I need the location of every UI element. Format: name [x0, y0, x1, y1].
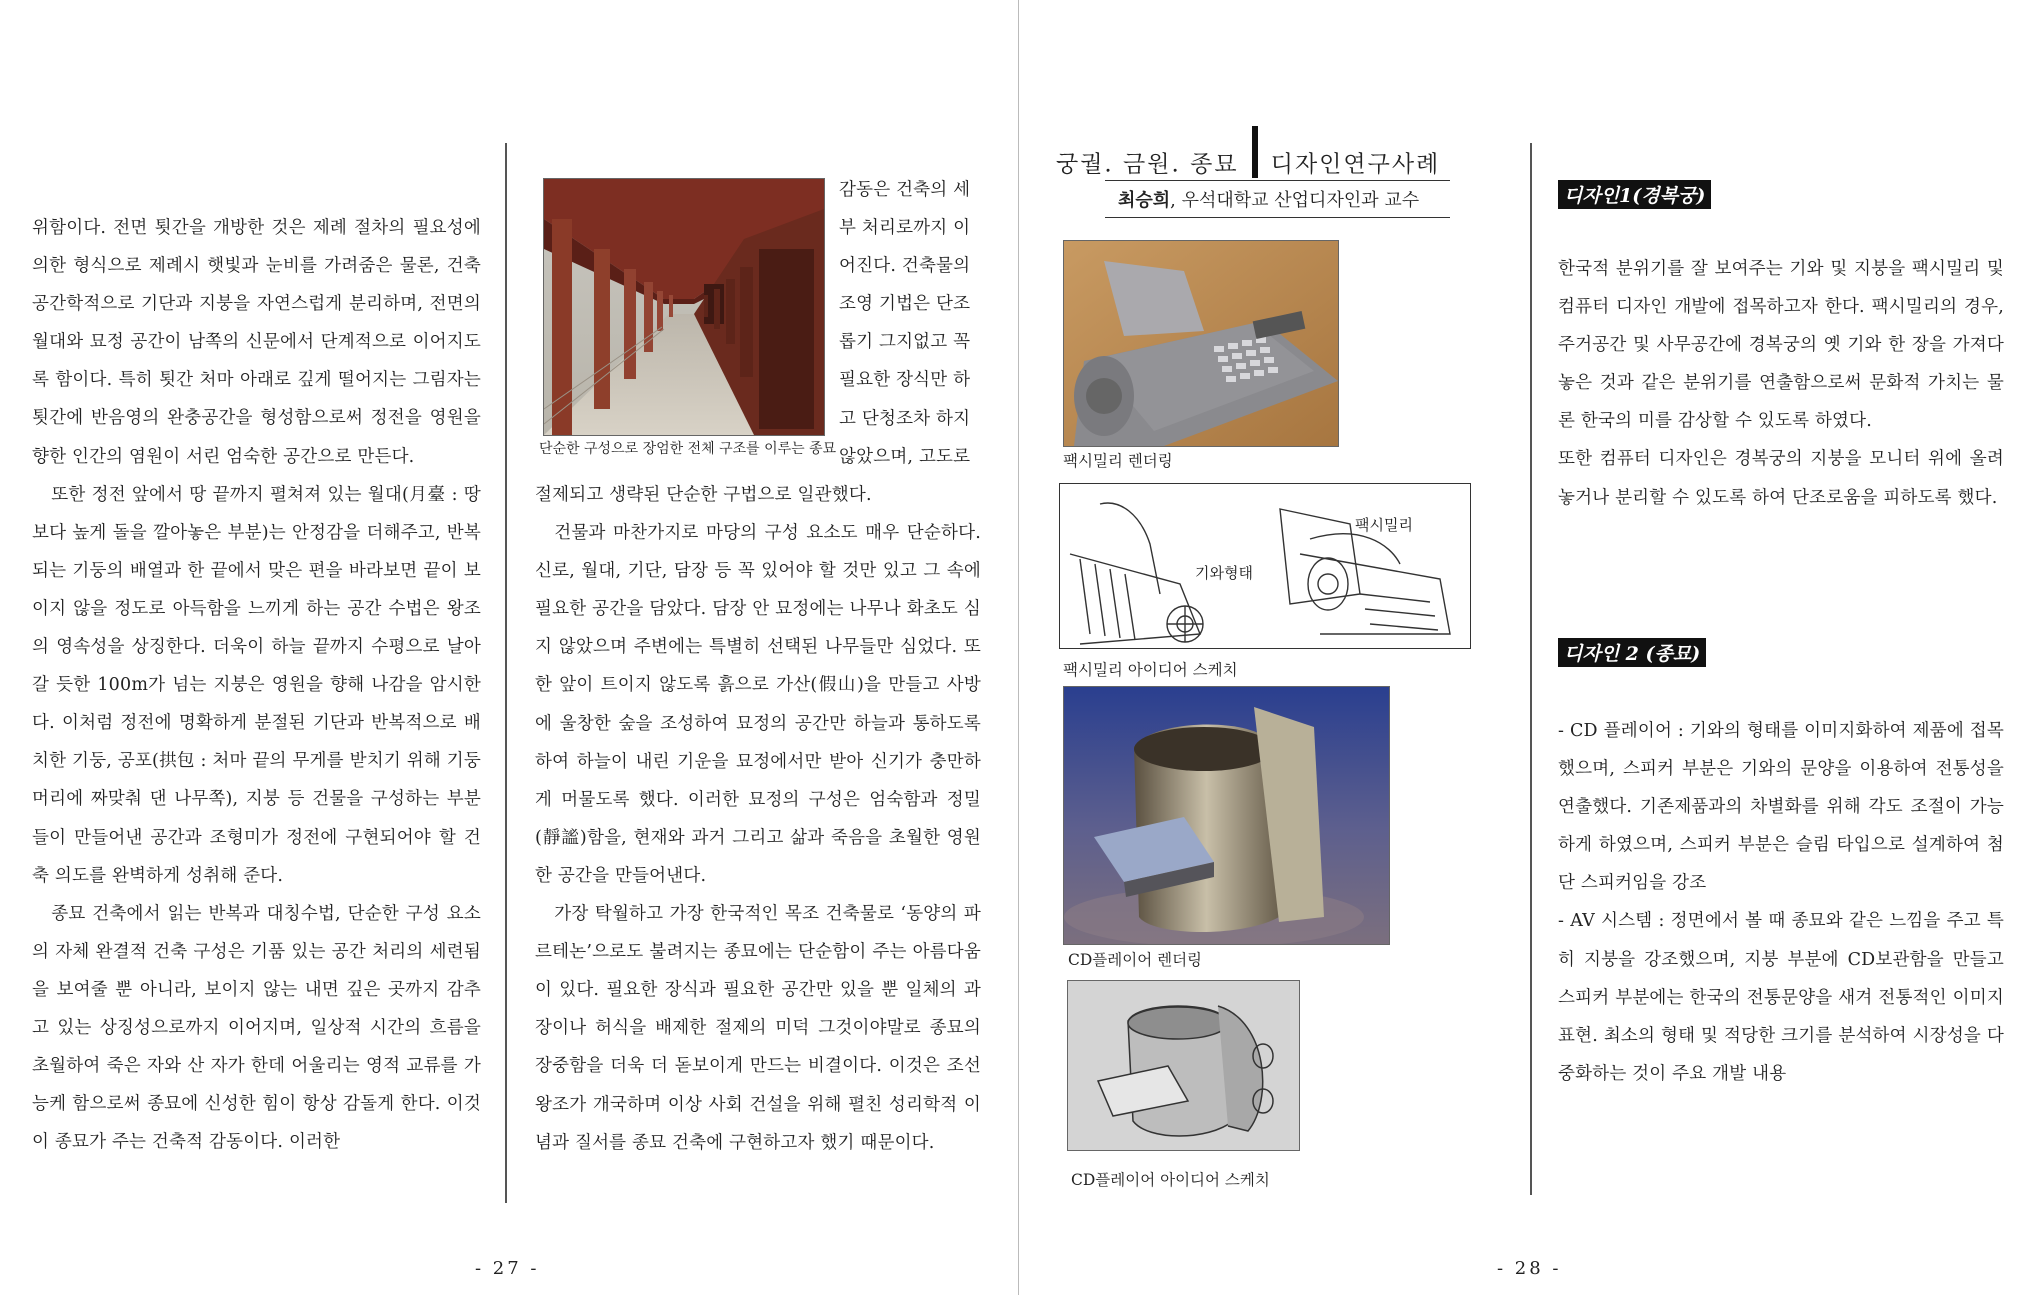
- design2-heading-label: 디자인 2 (종묘): [1558, 638, 1706, 667]
- author-rule: [1105, 217, 1450, 218]
- cd-player-rendering-image: [1063, 686, 1390, 945]
- design1-heading: [1558, 180, 1711, 209]
- title-bar: [1252, 126, 1258, 178]
- paragraph: 또한 정전 앞에서 땅 끝까지 펼쳐져 있는 월대(月臺 : 땅보다 높게 돌을 깔아놓은 부분)는 안정감을 더해주고, 반복되는 기둥의 배열과 한 끝에서 맞은 편을 바라보면 끝이 보이지 않을 정도로 아득함을 느끼게 하는 공간 수법은 왕조의 영속성을 상징한다. 더욱이 하늘 끝까지 수평으로 날아갈 듯한 100m가 넘는 지붕은 영원을 향해 나감을 암시한다. 이처럼 정전에 명확하게 분절된 기단과 반복적으로 배치한 기둥, 공포(拱包 : 처마 끝의 무게를 받치기 위해 기둥머리에 짜맞춰 댄 나무쪽), 지붕 등 건물을 구성하는 부분들이 만들어낸 공간과 조형미가 정전에 구현되어야 할 건축 의도를 완벽하게 성취해 준다.: [32, 484, 481, 886]
- fax-rendering-image: [1063, 240, 1339, 447]
- page-number-right: - 28 -: [1497, 1258, 1562, 1279]
- cd-player-sketch-image: [1067, 980, 1300, 1151]
- title-right: 디자인연구사례: [1270, 151, 1441, 178]
- title-rule: [1105, 180, 1450, 181]
- sketch-label-fax: 팩시밀리: [1355, 516, 1413, 534]
- fax-rendering-caption: 팩시밀리 렌더링: [1063, 452, 1173, 470]
- title-left: 궁궐. 금원. 종묘: [1056, 151, 1239, 178]
- design1-heading-label: 디자인1(경복궁): [1558, 180, 1711, 209]
- design2-heading: [1558, 638, 1706, 667]
- jongmyo-colonnade-photo: [543, 178, 825, 436]
- side-line: 조영 기법은 단조: [839, 294, 971, 315]
- side-line: 롭기 그지없고 꼭: [839, 332, 971, 353]
- fax-sketch-image: [1059, 483, 1471, 649]
- side-line: 감동은 건축의 세: [839, 180, 971, 200]
- column-divider-right: [1530, 143, 1532, 1195]
- author-affiliation: , 우석대학교 산업디자인과 교수: [1170, 190, 1420, 211]
- fax-sketch-caption: 팩시밀리 아이디어 스케치: [1063, 661, 1238, 679]
- page-number-left: - 27 -: [475, 1258, 540, 1279]
- side-line: 필요한 장식만 하: [839, 370, 971, 391]
- paragraph: - CD 플레이어 : 기와의 형태를 이미지화하여 제품에 접목했으며, 스피커 부분은 기와의 문양을 이용하여 전통성을 연출했다. 기존제품과의 차별화를 위해 각도 조절이 가능하게 하였으며, 스피커 부분은 슬림 타입으로 설계하여 첨단 스피커임을 강조: [1558, 721, 2004, 894]
- design1-text: [1558, 250, 2004, 517]
- paragraph: 절제되고 생략된 단순한 구법으로 일관했다.: [535, 485, 872, 505]
- paragraph: - AV 시스템 : 정면에서 볼 때 종묘와 같은 느낌을 주고 특히 지붕을 강조했으며, 지붕 부분에 CD보관함을 만들고 스피커 부분에는 한국의 전통문양을 새겨 전통적인 이미지 표현. 최소의 형태 및 적당한 크기를 분석하여 시장성을 다중화하는 것이 주요 개발 내용: [1558, 911, 2004, 1084]
- paragraph: 가장 탁월하고 가장 한국적인 목조 건축물로 ‘동양의 파르테논’으로도 불려지는 종묘에는 단순함이 주는 아름다움이 있다. 필요한 장식과 필요한 공간만 있을 뿐 일체의 과장이나 허식을 배제한 절제의 미덕 그것이야말로 종묘의 장중함을 더욱 더 돋보이게 만드는 비결이다. 이것은 조선 왕조가 개국하며 이상 사회 건설을 위해 펼친 성리학적 이념과 질서를 종묘 건축에 구현하고자 했기 때문이다.: [535, 904, 981, 1153]
- paragraph: 종묘 건축에서 읽는 반복과 대칭수법, 단순한 구성 요소의 자체 완결적 건축 구성은 기품 있는 공간 처리의 세련됨을 보여줄 뿐 아니라, 보이지 않는 내면 깊은 곳까지 감추고 있는 상징성으로까지 이어지며, 일상적 시간의 흐름을 초월하여 죽은 자와 산 자가 한데 어울리는 영적 교류를 가능케 함으로써 종묘에 신성한 힘이 항상 감돌게 한다. 이것이 종묘가 주는 건축적 감동이다. 이러한: [32, 903, 481, 1153]
- left-column-2-body: [535, 476, 981, 1162]
- side-line: 않았으며, 고도로: [839, 446, 971, 467]
- left-column-1: [32, 209, 481, 1161]
- side-line: 어진다. 건축물의: [839, 256, 971, 277]
- column-divider: [505, 143, 507, 1203]
- design2-text: [1558, 712, 2004, 1093]
- side-line: 부 처리로까지 이: [839, 218, 971, 239]
- paragraph: 위함이다. 전면 툇간을 개방한 것은 제례 절차의 필요성에 의한 형식으로 제례시 햇빛과 눈비를 가려줌은 물론, 건축 공간학적으로 기단과 지붕을 자연스럽게 분리하며, 전면의 월대와 묘정 공간이 남쪽의 신문에서 단계적으로 이어지도록 함이다. 특히 툇간 처마 아래로 깊게 떨어지는 그림자는 툇간에 반음영의 완충공간을 형성함으로써 정전을 영원을 향한 인간의 염원이 서린 엄숙한 공간으로 만든다.: [32, 218, 481, 467]
- photo-caption: 단순한 구성으로 장엄한 전체 구조를 이루는 종묘: [539, 441, 837, 457]
- paragraph: 건물과 마찬가지로 마당의 구성 요소도 매우 단순하다. 신로, 월대, 기단, 담장 등 꼭 있어야 할 것만 있고 그 속에 필요한 공간을 담았다. 담장 안 묘정에는 나무나 화초도 심지 않았으며 주변에는 특별히 선택된 나무들만 심었다. 또한 앞이 트이지 않도록 흙으로 가산(假山)을 만들고 사방에 울창한 숲을 조성하여 묘정의 공간만 하늘과 통하도록 하여 하늘이 내린 기운을 묘정에서만 받아 신기가 충만하게 머물도록 했다. 이러한 묘정의 구성은 엄숙함과 정밀(靜謐)함을, 현재와 과거 그리고 삶과 죽음을 초월한 영원한 공간을 만들어낸다.: [535, 523, 981, 886]
- side-line: 고 단청조차 하지: [839, 408, 971, 429]
- cd-rendering-caption: CD플레이어 렌더링: [1068, 951, 1203, 969]
- author-line: [1118, 186, 1419, 212]
- sketch-label-roof-shape: 기와형태: [1195, 564, 1253, 582]
- paragraph: 또한 컴퓨터 디자인은 경복궁의 지붕을 모니터 위에 올려놓거나 분리할 수 있도록 하여 단조로움을 피하도록 했다.: [1558, 449, 2004, 508]
- article-title: [1056, 136, 1441, 178]
- paragraph: 한국적 분위기를 잘 보여주는 기와 및 지붕을 팩시밀리 및 컴퓨터 디자인 개발에 접목하고자 한다. 팩시밀리의 경우,주거공간 및 사무공간에 경복궁의 옛 기와 한 장을 가져다 놓은 것과 같은 분위기를 연출함으로써 문화적 가치는 물론 한국의 미를 감상할 수 있도록 하였다.: [1558, 259, 2004, 432]
- page-gutter: [1018, 0, 1019, 1295]
- author-name: 최승희: [1118, 190, 1171, 211]
- left-column-2-side: [839, 171, 981, 476]
- cd-sketch-caption: CD플레이어 아이디어 스케치: [1071, 1171, 1270, 1189]
